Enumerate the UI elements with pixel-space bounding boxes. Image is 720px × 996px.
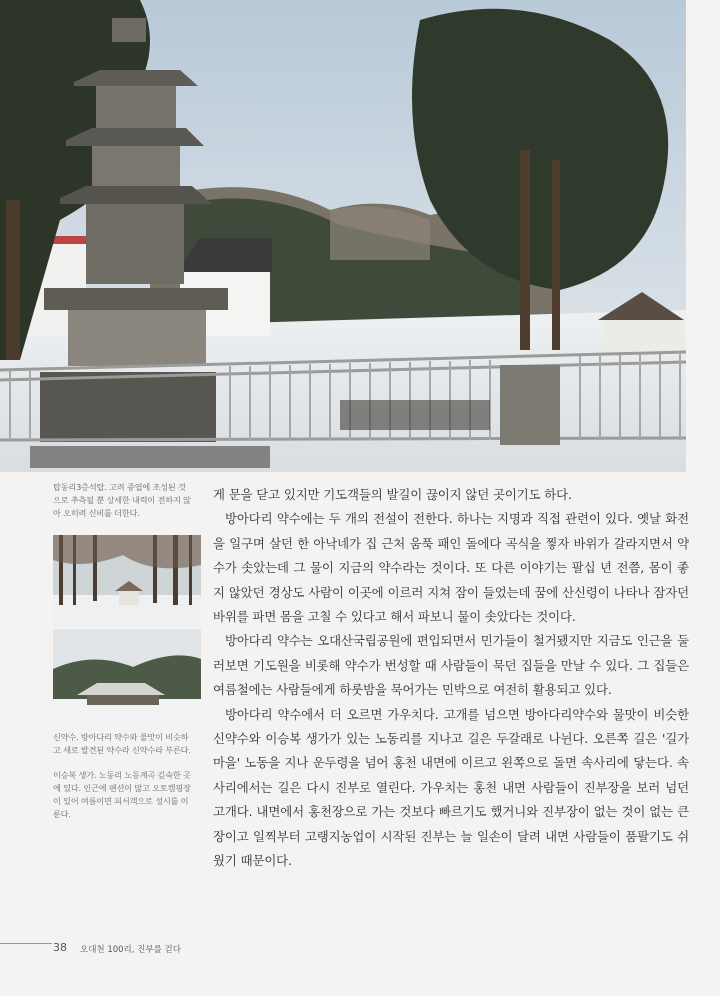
hero-photo-stone-pagoda bbox=[0, 0, 686, 472]
footer-rule bbox=[0, 943, 52, 944]
article-paragraph: 방아다리 약수에서 더 오르면 가우치다. 고개를 넘으면 방아다리약수와 물맛이 비슷한 신약수와 이승복 생가가 있는 노동리를 지나고 길은 두갈래로 나뉜다. 오른쪽 길은 '길가마을' 노동을 지나 운두령을 넘어 홍천 내면에 이르고 왼쪽으로 돌면 속사리에 닿는다. 속사리에서는 길은 다시 진부로 열린다. 가우치는 홍천 내면 사람들이 진부장을 보러 넘던 고개다. 내면에서 홍천장으로 가는 것보다 빠르기도 했거니와 진부장이 없는 것이 없는 큰 장이고 일찍부터 고랭지농업이 시작된 진부는 늘 일손이 달려 내면 사람들이 품팔기도 쉬웠기 때문이다. bbox=[213, 706, 689, 869]
page-number: 38 bbox=[53, 941, 67, 954]
article-paragraph: 방아다리 약수는 오대산국립공원에 편입되면서 민가들이 철거됐지만 지금도 인근을 둘러보면 기도원을 비롯해 약수가 번성할 때 사람들이 묵던 집들을 만날 수 있다. 그 집들은 여름철에는 사람들에게 하룻밤을 묵어가는 민박으로 여전히 활용되고 있다. bbox=[213, 633, 689, 698]
caption-stone-pagoda: 탑동리3층석탑. 고려 중엽에 조성된 것 으로 추측될 뿐 상세한 내력이 전하지 않 아 오히려 신비를 더한다. bbox=[53, 482, 191, 518]
thumbnail-yiseungbok-birthplace bbox=[53, 629, 201, 725]
article-body bbox=[213, 483, 689, 874]
thumbnail-birthplace-illustration bbox=[53, 629, 201, 725]
running-title: 오대천 100리, 진부를 걷다 bbox=[80, 945, 181, 955]
thumbnail-sinyaksu-illustration bbox=[53, 535, 201, 627]
thumbnail-sinyaksu-spring bbox=[53, 535, 201, 627]
caption-sinyaksu: 신약수. 방아다리 약수와 물맛이 비슷하 고 새로 발견된 약수라 신약수라 부른다. bbox=[53, 732, 191, 755]
hero-photo-illustration bbox=[0, 0, 686, 472]
article-paragraph: 게 문을 닫고 있지만 기도객들의 발길이 끊이지 않던 곳이기도 하다. bbox=[213, 487, 572, 502]
caption-yiseungbok-birthplace: 이승복 생가. 노동리 노동계곡 깊숙한 곳 에 있다. 인근에 펜션이 많고 오토캠핑장 이 있어 여름이면 피서객으로 성시를 이 룬다. bbox=[53, 770, 191, 819]
article-paragraph: 방아다리 약수에는 두 개의 전설이 전한다. 하나는 지명과 직접 관련이 있다. 옛날 화전을 일구며 살던 한 아낙네가 집 근처 움푹 패인 돌에다 곡식을 찧자 바위가 갈라지면서 약수가 솟았는데 그 물이 지금의 약수라는 것이다. 또 다른 이야기는 팔십 년 전쯤, 몸이 좋지 않았던 경상도 사람이 이곳에 이르러 지쳐 잠이 들었는데 꿈에 산신령이 나타나 잠자던 바위를 파면 몸을 고칠 수 있다고 해서 파보니 물이 솟았다는 것이다. bbox=[213, 511, 689, 625]
